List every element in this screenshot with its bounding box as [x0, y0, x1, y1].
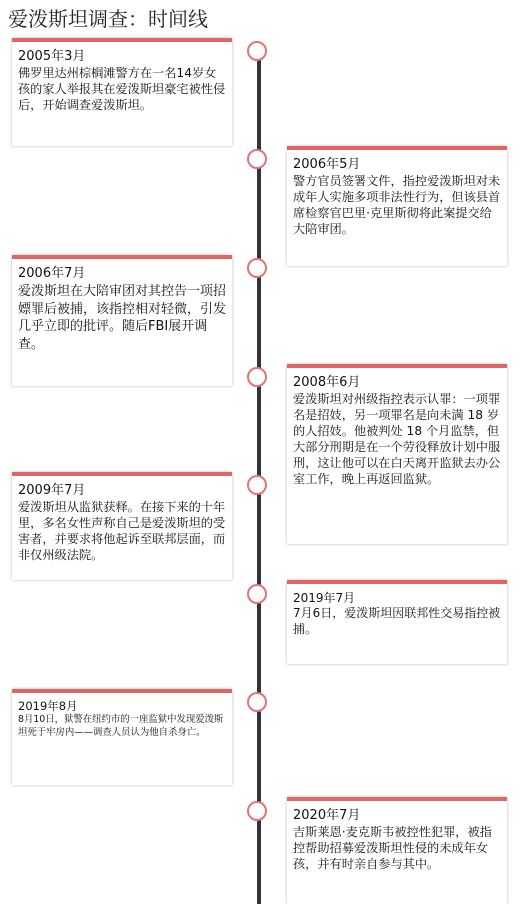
event-card [287, 364, 507, 544]
event-date: 2019年7月 [293, 591, 356, 605]
event-card [287, 580, 507, 664]
timeline-node [247, 584, 267, 604]
event-text: 佛罗里达州棕榈滩警方在一名14岁女孩的家人举报其在爱泼斯坦豪宅被性侵后，开始调查爱泼斯坦。 [18, 66, 226, 112]
timeline-node [247, 149, 267, 169]
event-card [12, 689, 232, 785]
event-card [12, 255, 232, 386]
event-text: 爱泼斯坦在大陪审团对其控告一项招嫖罪后被捕，该指控相对轻微，引发几乎立即的批评。随后FBI展开调查。 [18, 284, 227, 352]
timeline-node [247, 475, 267, 495]
event-text: 警方官员签署文件，指控爱泼斯坦对未成年人实施多项非法性行为，但该县首席检察官巴里·克里斯彻将此案提交给大陪审团。 [293, 174, 501, 236]
event-text: 7月6日，爱泼斯坦因联邦性交易指控被捕。 [293, 606, 501, 636]
event-date: 2020年7月 [293, 808, 361, 823]
event-text: 爱泼斯坦从监狱获释。在接下来的十年里，多名女性声称自己是爱泼斯坦的受害者，并要求将他起诉至联邦层面，而非仅州级法院。 [18, 500, 226, 562]
event-card [287, 146, 507, 266]
event-date: 2006年5月 [293, 157, 361, 172]
event-date: 2019年8月 [18, 699, 78, 713]
timeline-node [247, 258, 267, 278]
timeline-node [247, 801, 267, 821]
timeline-node [247, 692, 267, 712]
event-card [12, 38, 232, 146]
event-text: 吉斯莱恩·麦克斯韦被控性犯罪，被指控帮助招募爱泼斯坦性侵的未成年女孩，并有时亲自参与其中。 [293, 825, 492, 871]
event-text: 爱泼斯坦对州级指控表示认罪：一项罪名是招妓，另一项罪名是向未满 18 岁的人招妓。他被判处 18 个月监禁，但大部分刑期是在一个劳役释放计划中服刑，这让他可以在白天离开监狱去办公室工作，晚上再返回监狱。 [293, 392, 501, 486]
event-date: 2006年7月 [18, 266, 86, 281]
page-title: 爱泼斯坦调查：时间线 [8, 7, 208, 31]
event-card [12, 472, 232, 580]
timeline-node [247, 41, 267, 61]
event-date: 2005年3月 [18, 49, 86, 64]
event-card [287, 797, 507, 904]
timeline-line [257, 44, 261, 904]
event-date: 2008年6月 [293, 375, 361, 390]
event-date: 2009年7月 [18, 483, 86, 498]
timeline-node [247, 367, 267, 387]
event-text: 8月10日，狱警在纽约市的一座监狱中发现爱泼斯坦死于牢房内——调查人员认为他自杀身亡。 [18, 714, 224, 738]
